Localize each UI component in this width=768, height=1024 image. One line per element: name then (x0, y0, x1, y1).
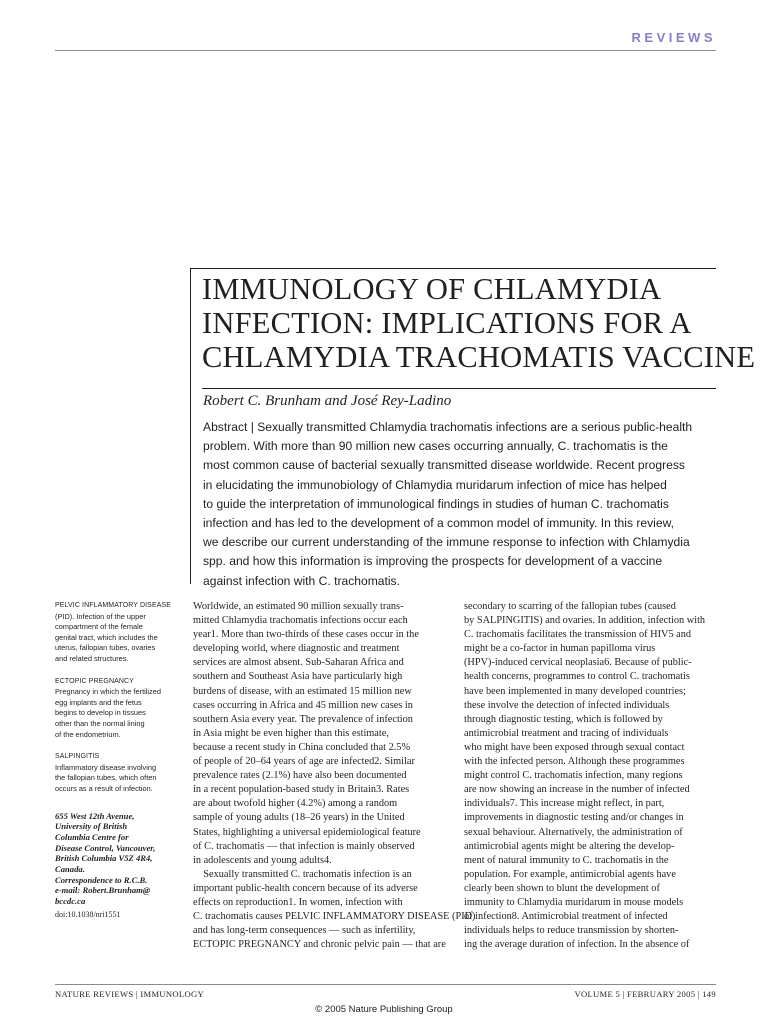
body-column-1 (193, 600, 476, 952)
body-line: because a recent study in China concluded that 2.5% (193, 741, 411, 753)
glossary-sidebar (55, 601, 183, 919)
body-line: are now showing an increase in the number of infected (464, 784, 690, 796)
address-line: Correspondence to R.C.B. (55, 874, 148, 885)
body-line: effects on reproduction1. In women, infection with (193, 896, 403, 908)
body-line: antimicrobial agents might be altering the develop- (464, 840, 675, 852)
glossary-definition-line: Inflammatory disease involving (55, 762, 157, 772)
body-line: population. For example, antimicrobial agents have (464, 868, 676, 880)
glossary-definition-line: genital tract, which includes the (55, 632, 158, 642)
glossary-definition-line: egg implants and the fetus (55, 697, 142, 707)
body-line: ing the average duration of infection. In the absence of (464, 939, 690, 951)
body-line: ment of natural immunity to C. trachomatis in the (464, 854, 669, 866)
body-line: in adolescents and young adults4. (193, 854, 332, 866)
address-line: University of British (55, 821, 128, 832)
glossary-term: ECTOPIC PREGNANCY (55, 677, 134, 685)
body-line: sexual behaviour. Alternatively, the administration of (464, 826, 683, 838)
abstract-line: most common cause of bacterial sexually transmitted disease worldwide. Recent progress (203, 458, 685, 473)
title-rule-bottom (202, 388, 716, 389)
body-line: of people of 20–64 years of age are infected2. Similar (193, 756, 415, 768)
body-line: services are almost absent. Sub-Saharan Africa and (193, 657, 404, 669)
title-line: INFECTION: IMPLICATIONS FOR A (202, 306, 692, 340)
body-line: sample of young adults (18–26 years) in the United (193, 812, 405, 824)
body-line: are about twofold higher (4.2%) among a random (193, 798, 398, 810)
glossary-definition-line: of the endometrium. (55, 729, 121, 739)
copyright: © 2005 Nature Publishing Group (315, 1004, 453, 1015)
footer-rule (55, 984, 716, 985)
title-rule-top (190, 268, 716, 269)
glossary-entry (55, 752, 183, 794)
address-line[interactable]: e-mail: Robert.Brunham@ (55, 885, 151, 896)
body-line: secondary to scarring of the fallopian tubes (caused (464, 601, 676, 612)
body-line: clearly been shown to blunt the development of (464, 882, 660, 894)
body-line: prevalence rates (2.1%) have also been documented (193, 770, 407, 782)
abstract (203, 418, 723, 591)
body-line: Worldwide, an estimated 90 million sexually trans- (193, 601, 404, 612)
section-label: REVIEWS (631, 30, 716, 45)
glossary-term: PELVIC INFLAMMATORY DISEASE (55, 602, 172, 609)
body-line: who might have been exposed through sexual contact (464, 741, 685, 753)
glossary-definition-line: begins to develop in tissues (55, 708, 146, 718)
body-line: individuals7. This increase might reflect, in part, (464, 798, 665, 810)
body-line: developing world, where diagnostic and treatment (193, 643, 400, 655)
glossary-entry (55, 601, 183, 665)
address-line: Disease Control, Vancouver, (55, 842, 156, 853)
body-line: have been implemented in many developed countries; (464, 685, 686, 697)
body-line: C. trachomatis causes PELVIC INFLAMMATORY DISEASE (PID) (193, 911, 476, 923)
header-rule (55, 50, 716, 51)
glossary-definition-line: uterus, fallopian tubes, ovaries (55, 643, 156, 653)
body-line: individuals helps to reduce transmission by shorten- (464, 925, 679, 937)
body-line: antimicrobial treatment and tracing of individuals (464, 727, 669, 739)
body-line: important public-health concern because of its adverse (193, 882, 418, 894)
address-line[interactable]: bccdc.ca (55, 896, 86, 907)
journal-name: NATURE REVIEWS | IMMUNOLOGY (55, 989, 204, 999)
abstract-line: in elucidating the immunobiology of Chlamydia muridarum infection of mice has helped (203, 477, 667, 492)
address-line: 655 West 12th Avenue, (55, 810, 135, 821)
address-line: Canada. (55, 864, 85, 875)
body-line: Sexually transmitted C. trachomatis infection is an (193, 868, 412, 880)
body-line: immunity to Chlamydia muridarum in mouse models (464, 896, 684, 908)
body-line: year1. More than two-thirds of these cases occur in the (193, 629, 419, 641)
author-list: Robert C. Brunham and José Rey-Ladino (203, 393, 452, 409)
glossary-definition-line: compartment of the female (55, 622, 143, 632)
issue-info: VOLUME 5 | FEBRUARY 2005 | 149 (574, 989, 716, 999)
body-line: through diagnostic testing, which is followed by (464, 713, 663, 725)
body-line: States, highlighting a universal epidemiological feature (193, 826, 421, 838)
body-line: (HPV)-induced cervical neoplasia6. Because of public- (464, 657, 692, 669)
abstract-line: against infection with C. trachomatis. (203, 573, 400, 588)
body-line: and has long-term consequences — such as infertility, (193, 925, 416, 937)
article-title (202, 272, 756, 374)
glossary-definition-line: other than the normal lining (55, 718, 145, 728)
glossary-definition-line: the fallopian tubes, which often (55, 773, 157, 783)
abstract-line: to guide the interpretation of immunological findings in studies of human C. trachomatis (203, 496, 669, 511)
body-line: of infection8. Antimicrobial treatment of infected (464, 911, 668, 923)
body-line: health concerns, programmes to control C. trachomatis (464, 671, 690, 683)
body-line: these involve the detection of infected individuals (464, 699, 670, 711)
body-line: ECTOPIC PREGNANCY and chronic pelvic pain — that are (193, 939, 446, 951)
title-line: CHLAMYDIA TRACHOMATIS VACCINE (202, 340, 756, 374)
glossary-definition-line: (PID). Infection of the upper (55, 611, 146, 621)
abstract-line: problem. With more than 90 million new cases occurring annually, C. trachomatis is the (203, 439, 668, 454)
address-line: Columbia Centre for (55, 831, 129, 842)
glossary-entry (55, 677, 183, 741)
abstract-line: spp. and how this information is improving the prospects for development of a vaccine (203, 554, 663, 569)
glossary-definition-line: and related structures. (55, 653, 129, 663)
abstract-line: infection and has led to the development of a common model of immunity. In this review, (203, 516, 675, 531)
body-line: burdens of disease, with an estimated 15 million new (193, 685, 412, 697)
glossary-term: SALPINGITIS (55, 753, 100, 761)
body-line: by SALPINGITIS) and ovaries. In addition, infection with (464, 615, 706, 627)
body-line: southern and Southeast Asia have particularly high (193, 671, 403, 683)
body-line: C. trachomatis facilitates the transmission of HIV5 and (464, 629, 692, 641)
body-column-2 (464, 600, 724, 952)
body-line: in a recent population-based study in Britain3. Rates (193, 784, 410, 796)
body-line: cases occurring in Africa and 45 million new cases in (193, 699, 413, 711)
correspondence-address (55, 811, 183, 907)
address-line: British Columbia V5Z 4R4, (55, 853, 153, 864)
glossary-definition-line: occurs as a result of infection. (55, 783, 153, 793)
title-rule-left (190, 268, 191, 584)
body-line: might be a co-factor in human papilloma virus (464, 643, 656, 655)
body-line: in Asia might be even higher than this estimate, (193, 727, 389, 739)
doi[interactable]: doi:10.1038/nri1551 (55, 909, 121, 919)
body-line: of C. trachomatis — that infection is mainly observed (193, 840, 415, 852)
body-line: might control C. trachomatis infection, many regions (464, 770, 683, 782)
abstract-line: we describe our current understanding of the immune response to infection with Chlamydia (203, 535, 690, 550)
body-line: with the infected person. Although these programmes (464, 756, 685, 768)
title-line: IMMUNOLOGY OF CHLAMYDIA (202, 272, 662, 306)
body-line: improvements in diagnostic testing and/or changes in (464, 812, 684, 824)
body-line: mitted Chlamydia trachomatis infections occur each (193, 615, 408, 627)
abstract-line: Abstract | Sexually transmitted Chlamydia trachomatis infections are a serious public-health (203, 420, 693, 434)
glossary-definition-line: Pregnancy in which the fertilized (55, 687, 161, 697)
body-line: southern Asia every year. The prevalence of infection (193, 713, 413, 725)
